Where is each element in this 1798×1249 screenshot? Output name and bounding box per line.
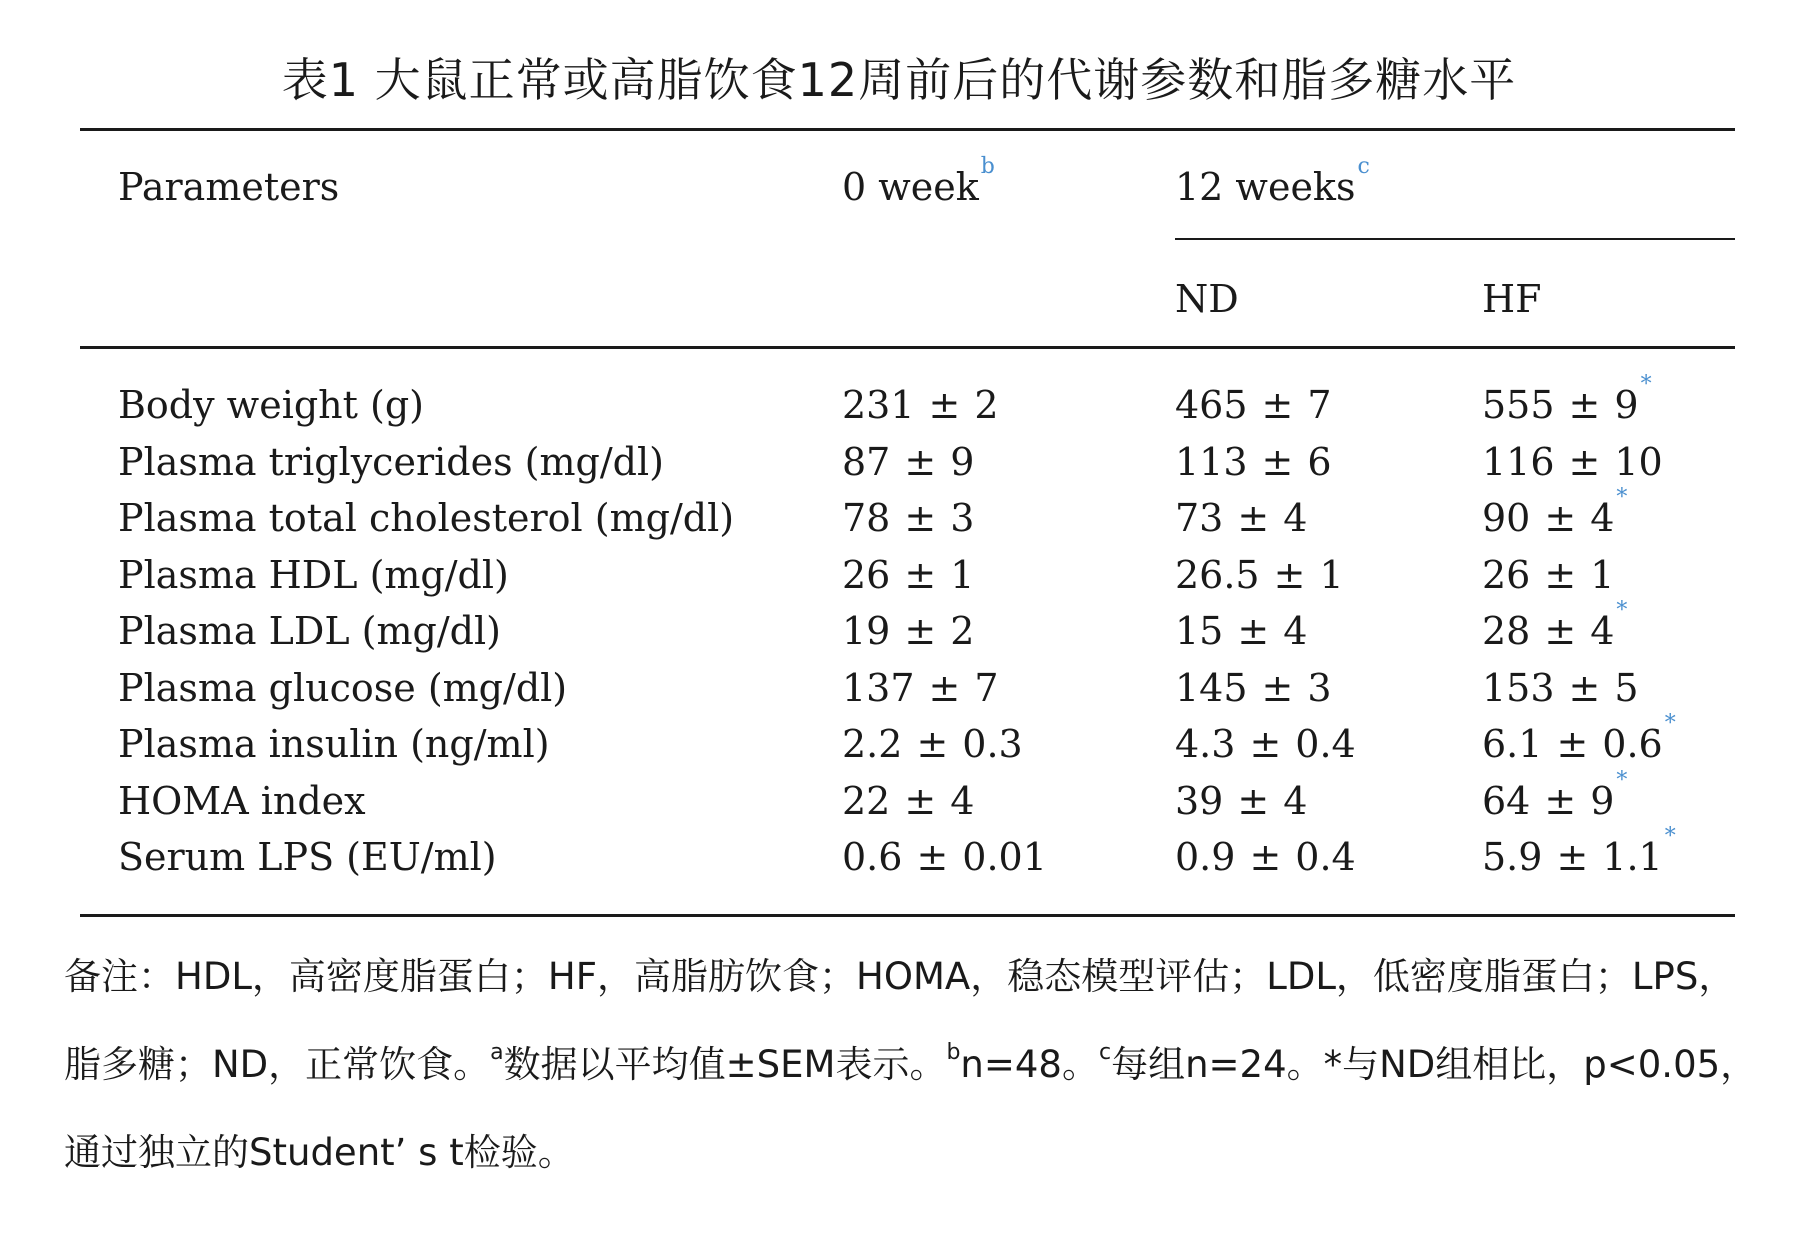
cell-hf — [1482, 666, 1639, 710]
row-label-text: Plasma insulin (ng/ml) — [118, 722, 550, 766]
mean-value: 465 — [1175, 383, 1248, 427]
cell-week0 — [842, 666, 999, 710]
pm-symbol: ± — [1556, 722, 1589, 766]
mean-value: 555 — [1482, 383, 1555, 427]
mean-value: 153 — [1482, 666, 1555, 710]
row-label — [118, 553, 509, 597]
cell-week0 — [842, 383, 999, 427]
sem-value: 0.01 — [962, 835, 1047, 879]
header-week12-label: 12 weeks — [1175, 165, 1356, 209]
sem-value: 4 — [1283, 496, 1308, 540]
sem-value: 2 — [974, 383, 999, 427]
row-label-text: Body weight (g) — [118, 383, 424, 427]
mean-value: 39 — [1175, 779, 1224, 823]
cell-week0 — [842, 779, 975, 823]
sem-value: 1.1 — [1602, 835, 1663, 879]
mean-value: 90 — [1482, 496, 1531, 540]
mean-value: 73 — [1175, 496, 1224, 540]
pm-symbol: ± — [1273, 553, 1306, 597]
subheader-rule — [1175, 238, 1735, 240]
pm-symbol: ± — [1544, 553, 1577, 597]
mean-value: 28 — [1482, 609, 1531, 653]
row-label — [118, 609, 501, 653]
note-line-2-post: 每组n=24。*与ND组相比，p<0.05， — [1111, 1043, 1758, 1086]
cell-hf — [1482, 768, 1628, 823]
cell-hf — [1482, 553, 1615, 597]
sem-value: 1 — [950, 553, 975, 597]
mean-value: 145 — [1175, 666, 1248, 710]
cell-week0 — [842, 609, 975, 653]
header-hf: HF — [1482, 277, 1542, 321]
mean-value: 26 — [1482, 553, 1531, 597]
bottom-rule — [80, 914, 1735, 917]
pm-symbol: ± — [916, 722, 949, 766]
mean-value: 26 — [842, 553, 891, 597]
table-title: 表1 大鼠正常或高脂饮食12周前后的代谢参数和脂多糖水平 — [281, 53, 1517, 107]
sem-value: 1 — [1590, 553, 1615, 597]
cell-hf — [1482, 824, 1676, 879]
pm-symbol: ± — [904, 779, 937, 823]
mean-value: 4.3 — [1175, 722, 1236, 766]
row-label — [118, 835, 497, 879]
pm-symbol: ± — [1544, 496, 1577, 540]
pm-symbol: ± — [1544, 779, 1577, 823]
pm-symbol: ± — [904, 440, 937, 484]
pm-symbol: ± — [928, 666, 961, 710]
footnote-c-marker: c — [1357, 154, 1370, 179]
note-line-2-mid1: 数据以平均值±SEM表示。 — [503, 1043, 947, 1086]
cell-nd — [1175, 440, 1332, 484]
cell-nd — [1175, 835, 1356, 879]
note-sup-c: c — [1098, 1040, 1112, 1065]
cell-week0 — [842, 440, 975, 484]
row-label — [118, 440, 664, 484]
pm-symbol: ± — [904, 609, 937, 653]
header-week0-label: 0 week — [842, 165, 979, 209]
note-line-2-mid2: n=48。 — [960, 1043, 1099, 1086]
cell-week0 — [842, 722, 1023, 766]
significance-marker: * — [1616, 768, 1628, 793]
mean-value: 26.5 — [1175, 553, 1260, 597]
header-week0 — [842, 154, 995, 209]
cell-nd — [1175, 779, 1308, 823]
sem-value: 3 — [950, 496, 975, 540]
significance-marker: * — [1664, 824, 1676, 849]
row-label-text: Plasma LDL (mg/dl) — [118, 609, 501, 653]
pm-symbol: ± — [1261, 383, 1294, 427]
pm-symbol: ± — [1237, 496, 1270, 540]
mean-value: 78 — [842, 496, 891, 540]
sem-value: 10 — [1614, 440, 1663, 484]
pm-symbol: ± — [1249, 722, 1282, 766]
cell-nd — [1175, 496, 1308, 540]
top-rule — [80, 128, 1735, 131]
mean-value: 0.9 — [1175, 835, 1236, 879]
sem-value: 0.6 — [1602, 722, 1663, 766]
significance-marker: * — [1640, 372, 1652, 397]
pm-symbol: ± — [928, 383, 961, 427]
cell-nd — [1175, 383, 1332, 427]
pm-symbol: ± — [1568, 383, 1601, 427]
sem-value: 7 — [974, 666, 999, 710]
header-nd: ND — [1175, 277, 1239, 321]
header-parameters: Parameters — [118, 165, 340, 209]
mean-value: 15 — [1175, 609, 1224, 653]
row-label — [118, 496, 735, 540]
cell-week0 — [842, 835, 1047, 879]
sem-value: 5 — [1614, 666, 1639, 710]
row-label — [118, 779, 366, 823]
header-week12 — [1175, 154, 1370, 209]
footnote-b-marker: b — [980, 154, 995, 179]
pm-symbol: ± — [904, 496, 937, 540]
sem-value: 9 — [1614, 383, 1639, 427]
row-label — [118, 666, 568, 710]
pm-symbol: ± — [1544, 609, 1577, 653]
cell-hf — [1482, 485, 1628, 540]
pm-symbol: ± — [1568, 440, 1601, 484]
cell-week0 — [842, 496, 975, 540]
cell-hf — [1482, 711, 1676, 766]
cell-nd — [1175, 722, 1356, 766]
header-rule — [80, 346, 1735, 349]
cell-hf — [1482, 598, 1628, 653]
sem-value: 9 — [950, 440, 975, 484]
sem-value: 2 — [950, 609, 975, 653]
significance-marker: * — [1616, 485, 1628, 510]
mean-value: 6.1 — [1482, 722, 1543, 766]
pm-symbol: ± — [916, 835, 949, 879]
sem-value: 4 — [1283, 609, 1308, 653]
sem-value: 4 — [950, 779, 975, 823]
sem-value: 4 — [1590, 609, 1615, 653]
pm-symbol: ± — [1261, 440, 1294, 484]
pm-symbol: ± — [1237, 779, 1270, 823]
note-line-2 — [64, 1040, 1758, 1086]
pm-symbol: ± — [904, 553, 937, 597]
pm-symbol: ± — [1568, 666, 1601, 710]
cell-nd — [1175, 666, 1332, 710]
cell-hf — [1482, 372, 1652, 427]
mean-value: 87 — [842, 440, 891, 484]
pm-symbol: ± — [1237, 609, 1270, 653]
sem-value: 3 — [1307, 666, 1332, 710]
sem-value: 6 — [1307, 440, 1332, 484]
mean-value: 64 — [1482, 779, 1531, 823]
mean-value: 0.6 — [842, 835, 903, 879]
pm-symbol: ± — [1249, 835, 1282, 879]
row-label-text: Serum LPS (EU/ml) — [118, 835, 497, 879]
cell-week0 — [842, 553, 975, 597]
mean-value: 19 — [842, 609, 891, 653]
mean-value: 113 — [1175, 440, 1248, 484]
sem-value: 1 — [1319, 553, 1344, 597]
note-sup-b: b — [946, 1040, 961, 1065]
row-label — [118, 722, 550, 766]
sem-value: 7 — [1307, 383, 1332, 427]
sem-value: 0.3 — [962, 722, 1023, 766]
row-label — [118, 383, 424, 427]
pm-symbol: ± — [1556, 835, 1589, 879]
mean-value: 116 — [1482, 440, 1555, 484]
mean-value: 2.2 — [842, 722, 903, 766]
significance-marker: * — [1664, 711, 1676, 736]
cell-nd — [1175, 553, 1344, 597]
mean-value: 5.9 — [1482, 835, 1543, 879]
row-label-text: Plasma triglycerides (mg/dl) — [118, 440, 664, 484]
note-line-3: 通过独立的Student’ s t检验。 — [64, 1131, 575, 1174]
mean-value: 231 — [842, 383, 915, 427]
mean-value: 137 — [842, 666, 915, 710]
mean-value: 22 — [842, 779, 891, 823]
note-sup-a: a — [490, 1040, 504, 1065]
sem-value: 4 — [1590, 496, 1615, 540]
row-label-text: Plasma total cholesterol (mg/dl) — [118, 496, 735, 540]
sem-value: 4 — [1283, 779, 1308, 823]
row-label-text: Plasma glucose (mg/dl) — [118, 666, 568, 710]
note-line-1: 备注：HDL，高密度脂蛋白；HF，高脂肪饮食；HOMA，稳态模型评估；LDL，低密度脂蛋白；LPS， — [64, 955, 1736, 998]
sem-value: 9 — [1590, 779, 1615, 823]
row-label-text: Plasma HDL (mg/dl) — [118, 553, 509, 597]
cell-nd — [1175, 609, 1308, 653]
pm-symbol: ± — [1261, 666, 1294, 710]
note-line-2-pre: 脂多糖；ND，正常饮食。 — [64, 1043, 491, 1086]
significance-marker: * — [1616, 598, 1628, 623]
cell-hf — [1482, 440, 1663, 484]
row-label-text: HOMA index — [118, 779, 366, 823]
sem-value: 0.4 — [1295, 722, 1356, 766]
sem-value: 0.4 — [1295, 835, 1356, 879]
